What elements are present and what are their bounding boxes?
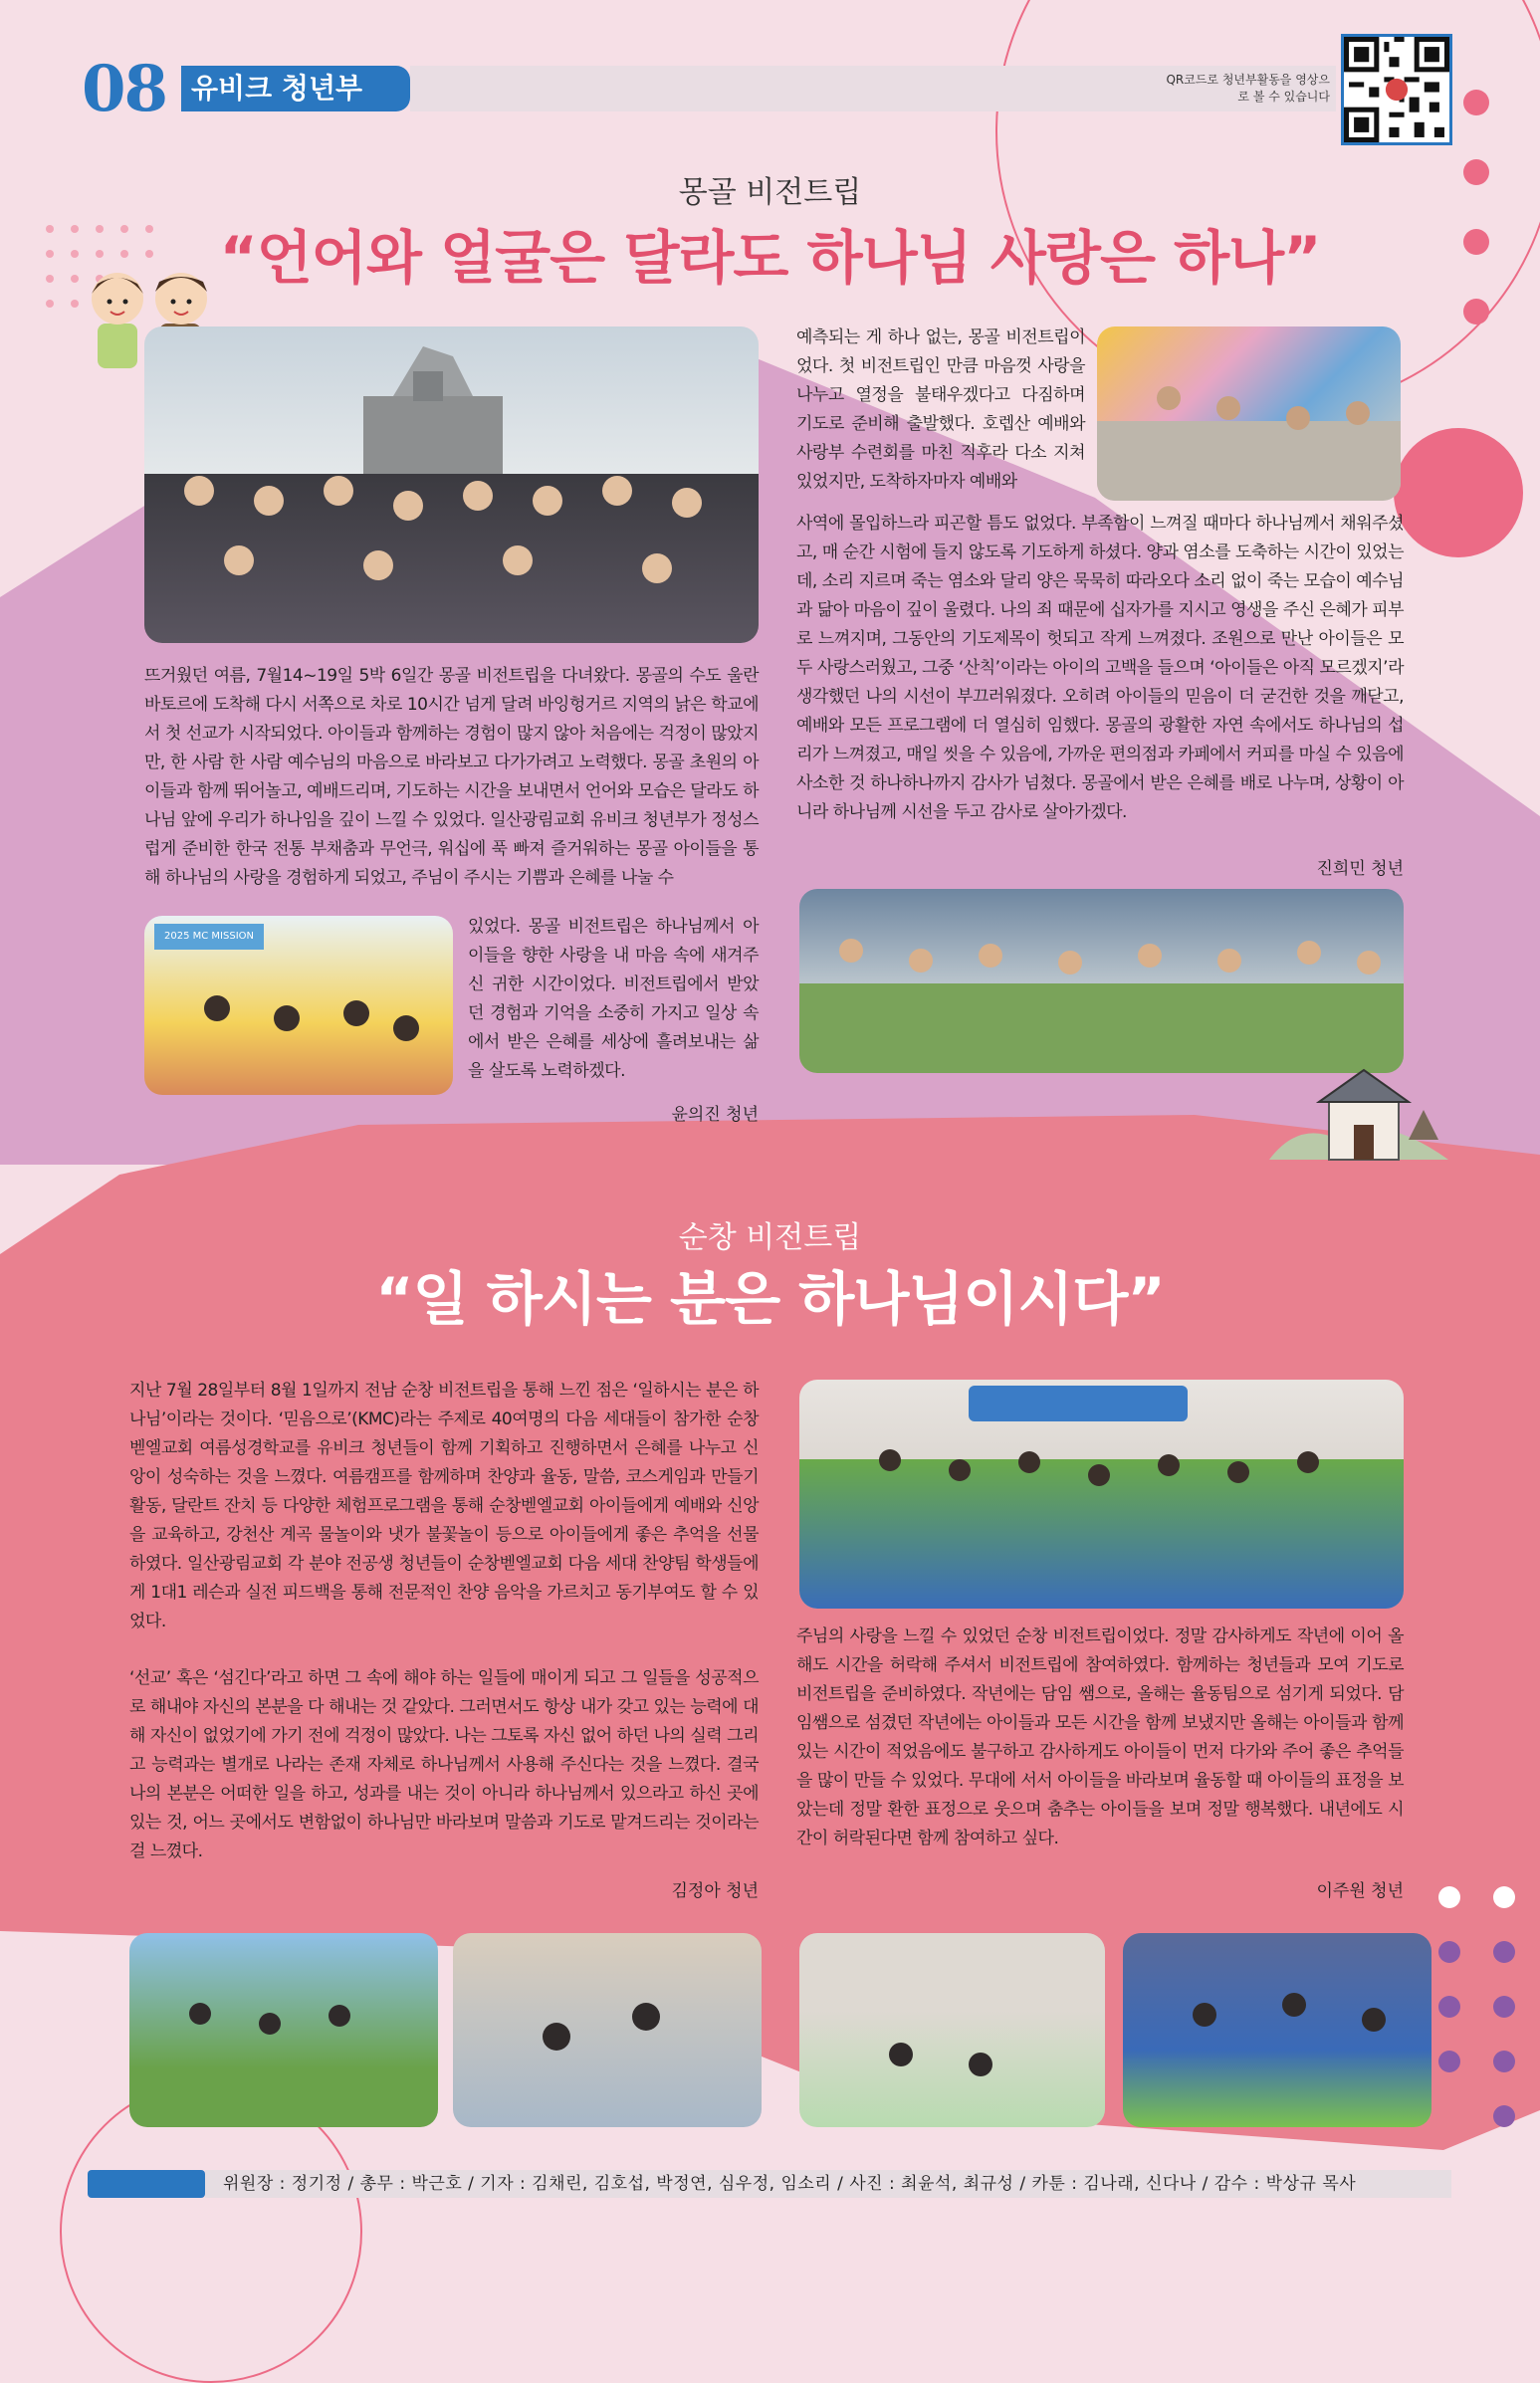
sunchang-outdoor-photo [129,1933,438,2127]
footer-credits: 위원장 : 정기정 / 총무 : 박근호 / 기자 : 김채린, 김호섭, 박정연, 심우정, 임소리 / 사진 : 최윤석, 최규성 / 카툰 : 김나래, 신다나 / 감수 : 박상규 목사 [205,2170,1451,2198]
article2-body-left-2: ‘선교’ 혹은 ‘섬긴다’라고 하면 그 속에 해야 하는 일들에 매이게 되고 그 일들을 성공적으로 해내야 자신의 본분을 다 해내는 것 같았다. 그러면서도 항상 내가 갖고 있는 능력에 대해 자신이 없었기에 가기 전에 걱정이 많았다. 나는 그토록 자신 없어 하던 나의 실력 그리고 능력과는 별개로 나라는 존재 자체로 하나님께서 사용해 주신다는 것을 느꼈다. 결국 나의 본분은 어떠한 일을 하고, 성과를 내는 것이 아니라 하나님께서 있으라고 하신 곳에 있는 것, 어느 곳에서도 변함없이 하나님만 바라보며 말씀과 기도로 맡겨드리는 것이라는 걸 느꼈다. [129,1668,759,1861]
sunchang-cheering-photo [1123,1933,1431,2127]
article1-headline: “언어와 얼굴은 달라도 하나님 사랑은 하나” [219,224,1321,292]
article1-signature-left: 윤의진 청년 [671,1105,759,1125]
qr-code[interactable] [1341,34,1452,145]
classroom-banner: 2025 MC MISSION [154,924,264,950]
decor-dot [1463,90,1489,115]
article1-kicker: 몽골 비전트립 [678,175,862,210]
decor-dot [1438,1941,1460,1963]
article2-signature-left: 김정아 청년 [671,1881,759,1901]
article2-signature-right: 이주원 청년 [1316,1881,1404,1901]
mongolia-group-photo [144,326,759,643]
section-title: 유비크 청년부 [181,66,410,111]
decor-dot [1438,2051,1460,2072]
article1-body-left-cont: 있었다. 몽골 비전트립은 하나님께서 아이들을 향한 사랑을 내 마음 속에 새겨주신 귀한 시간이었다. 비전트립에서 받았던 경험과 기억을 소중히 가지고 일상 속에서 받은 은혜를 세상에 흘려보내는 삶을 살도록 노력하겠다. [468,917,759,1081]
decor-dot [1438,1886,1460,1908]
article1-body-right-top: 예측되는 게 하나 없는, 몽골 비전트립이었다. 첫 비전트립인 만큼 마음껏 사랑을 나누고 열정을 불태우겠다고 다짐하며 기도로 준비해 출발했다. 호렙산 예배와 사랑부 수련회를 마친 직후라 다소 지쳐 있었지만, 도착하자마자 예배와 [796,327,1085,492]
article2-body-left: 지난 7월 28일부터 8월 1일까지 전남 순창 비전트립을 통해 느낀 점은 ‘일하시는 분은 하나님’이라는 것이다. ‘믿음으로’(KMC)라는 주제로 40여명의 다음 세대들이 참가한 순창벧엘교회 여름성경학교를 유비크 청년들이 함께 기획하고 진행하면서 은혜를 나누고 신앙이 성숙하는 것을 느꼈다. 여름캠프를 함께하며 찬양과 율동, 말씀, 코스게임과 만들기 활동, 달란트 잔치 등 다양한 체험프로그램을 통해 순창벧엘교회 아이들에게 예배와 신앙을 교육하고, 강천산 계곡 물놀이와 냇가 불꽃놀이 등으로 아이들에게 좋은 추억을 선물하였다. 일산광림교회 각 분야 전공생 청년들이 순창벧엘교회 다음 세대 찬양팀 학생들에게 1대1 레슨과 실전 피드백을 통해 전문적인 찬양 음악을 가르치고 동기부여도 할 수 있었다. [129,1381,759,1631]
decor-dot [1463,299,1489,325]
decor-dot [1438,1996,1460,2018]
decor-dot [1493,1941,1515,1963]
sunchang-church-group-photo [799,1380,1404,1609]
qr-caption: QR코드로 청년부활동을 영상으로 볼 수 있습니다 [1166,73,1330,104]
decor-dot [1493,1886,1515,1908]
mongolia-classroom-photo [144,916,453,1095]
footer-accent [88,2170,205,2198]
page-number: 08 [82,52,167,126]
article1-body-left: 뜨거웠던 여름, 7월14~19일 5박 6일간 몽골 비전트립을 다녀왔다. 몽골의 수도 울란바토르에 도착해 다시 서쪽으로 차로 10시간 넘게 달려 바잉헝거르 지역의 낡은 학교에서 첫 선교가 시작되었다. 아이들과 함께하는 경험이 많지 않아 처음에는 걱정이 많았지만, 한 사람 한 사람 예수님의 마음으로 바라보고 다가가려고 노력했다. 몽골 초원의 아이들과 함께 뛰어놀고, 예배드리며, 기도하는 시간을 보내면서 언어와 모습은 달라도 하나님 앞에 우리가 하나임을 깊이 느낄 수 있었다. 일산광림교회 유비크 청년부가 정성스럽게 준비한 한국 전통 부채춤과 무언극, 워십에 푹 빠져 즐거워하는 몽골 아이들을 통해 하나님의 사랑을 경험하게 되었고, 주님이 주시는 기쁨과 은혜를 나눌 수 [144,666,759,888]
decor-dot [1493,1996,1515,2018]
sunchang-game-photo [453,1933,762,2127]
article2-body-right: 주님의 사랑을 느낄 수 있었던 순창 비전트립이었다. 정말 감사하게도 작년에 이어 올해도 시간을 허락해 주셔서 비전트립에 참여하였다. 함께하는 청년들과 모여 기도로 비전트립을 준비하였다. 작년에는 담임 쌤으로, 올해는 율동팀으로 섬기게 되었다. 담임쌤으로 섬겼던 작년에는 아이들과 모든 시간을 함께 보냈지만 올해는 아이들과 함께 있는 시간이 적었음에도 불구하고 감사하게도 아이들이 먼저 다가와 주어 좋은 추억들을 많이 만들 수 있었다. 무대에 서서 아이들을 바라보며 율동할 때 아이들의 표정을 보았는데 정말 환한 표정으로 웃으며 춤추는 아이들을 보며 정말 행복했다. 내년에도 시간이 허락된다면 함께 참여하고 싶다. [796,1626,1405,1848]
sunchang-floor-photo [799,1933,1105,2127]
article1-signature-right: 진희민 청년 [1316,859,1404,879]
article1-body-right: 사역에 몰입하느라 피곤할 틈도 없었다. 부족함이 느껴질 때마다 하나님께서 채워주셨고, 매 순간 시험에 들지 않도록 기도하게 하셨다. 양과 염소를 도축하는 시간이 있었는데, 소리 지르며 죽는 염소와 달리 양은 묵묵히 따라오다 소리 없이 죽는 모습이 예수님과 닮아 마음이 깊이 울렸다. 나의 죄 때문에 십자가를 지시고 영생을 주신 은혜가 피부로 느껴지며, 그동안의 기도제목이 헛되고 작게 느껴졌다. 조원으로 만난 아이들은 모두 사랑스러웠고, 그중 ‘산칙’이라는 아이의 고백을 들으며 ‘아이들은 아직 모르겠지’라 생각했던 나의 시선이 부끄러워졌다. 오히려 아이들의 믿음이 더 굳건한 것을 깨닫고, 예배와 모든 프로그램에 더 열심히 임했다. 몽골의 광활한 자연 속에서도 하나님의 섭리가 느껴졌고, 매일 씻을 수 있음에, 가까운 편의점과 카페에서 커피를 마실 수 있음에 사소한 것 하나하나까지 감사가 넘쳤다. 몽골에서 받은 은혜를 배로 나누며, 상황이 아니라 하나님께 시선을 두고 감사로 살아가겠다. [796,514,1405,822]
mongolia-grassland-photo [799,889,1404,1073]
mongolia-landmark-illustration [1259,1060,1458,1170]
article2-headline: “일 하시는 분은 하나님이시다” [375,1265,1165,1333]
qr-code-icon [1344,37,1449,142]
decor-dot [1394,428,1523,557]
decor-dot [1493,2105,1515,2127]
article2-kicker: 순창 비전트립 [678,1220,862,1255]
decor-dot [1493,2051,1515,2072]
mongolia-steps-photo [1097,326,1401,501]
